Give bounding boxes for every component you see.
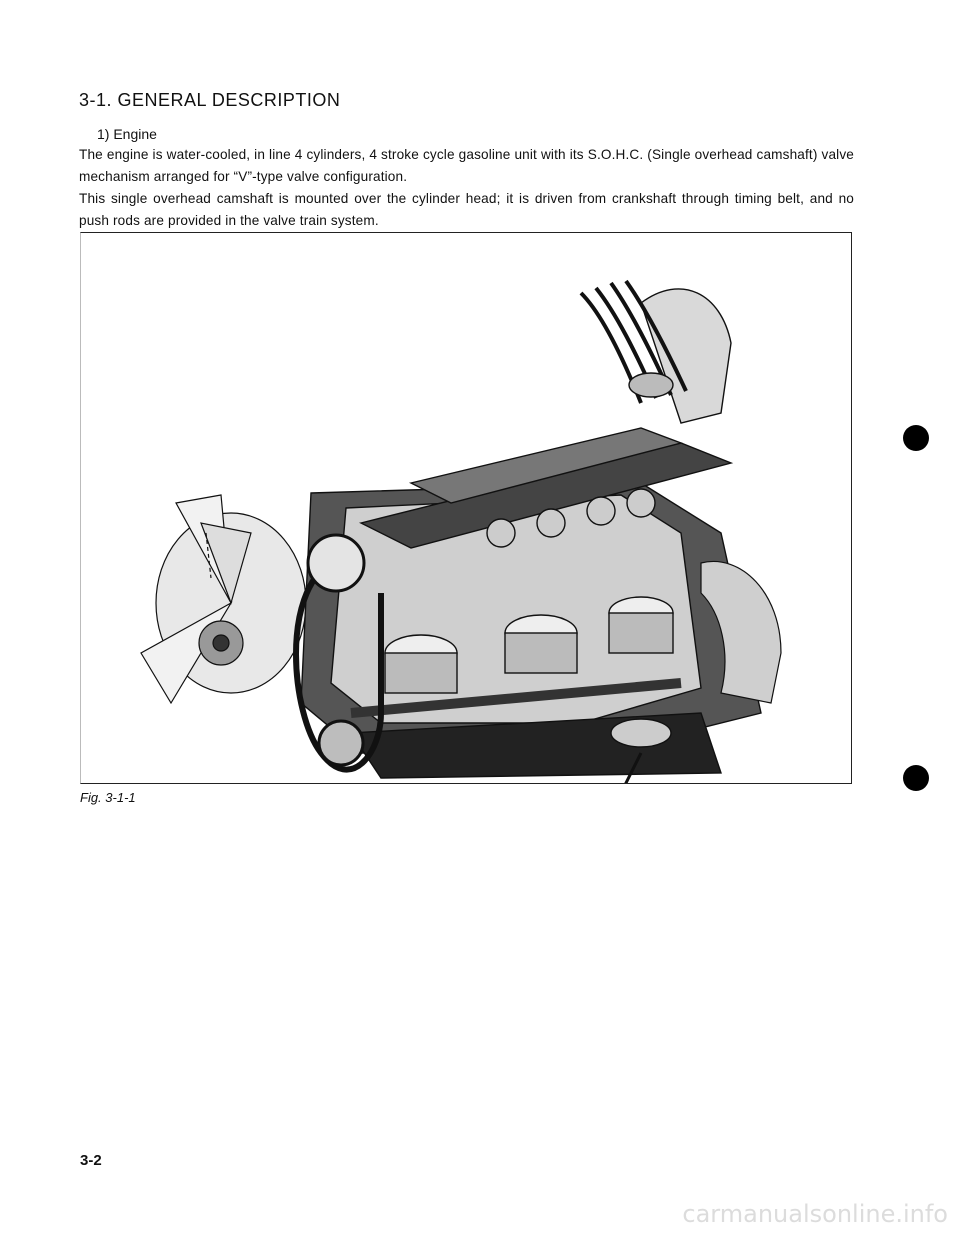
binder-hole-bottom <box>903 765 929 791</box>
paragraph-2: This single overhead camshaft is mounted over the cylinder head; it is driven from crankshaft through timing belt, and no push rods are provided in the valve train system. <box>79 191 854 228</box>
section-heading: 3-1. GENERAL DESCRIPTION <box>79 90 341 110</box>
engine-cutaway-illustration <box>81 233 851 783</box>
figure-frame <box>80 232 852 784</box>
cooling-fan-drawing <box>141 495 306 703</box>
figure-caption: Fig. 3-1-1 <box>80 790 136 805</box>
watermark: carmanualsonline.info <box>682 1200 948 1228</box>
paragraph-1: The engine is water-cooled, in line 4 cylinders, 4 stroke cycle gasoline unit with its S.O.H.C. (Single overhead camshaft) valve mechanism arranged for “V”-type valve configuration. <box>79 147 854 184</box>
body-text <box>79 144 854 232</box>
distributor-drawing <box>581 281 731 423</box>
sub-heading-engine: 1) Engine <box>97 126 157 142</box>
page-number: 3-2 <box>80 1152 102 1169</box>
binder-hole-top <box>903 425 929 451</box>
